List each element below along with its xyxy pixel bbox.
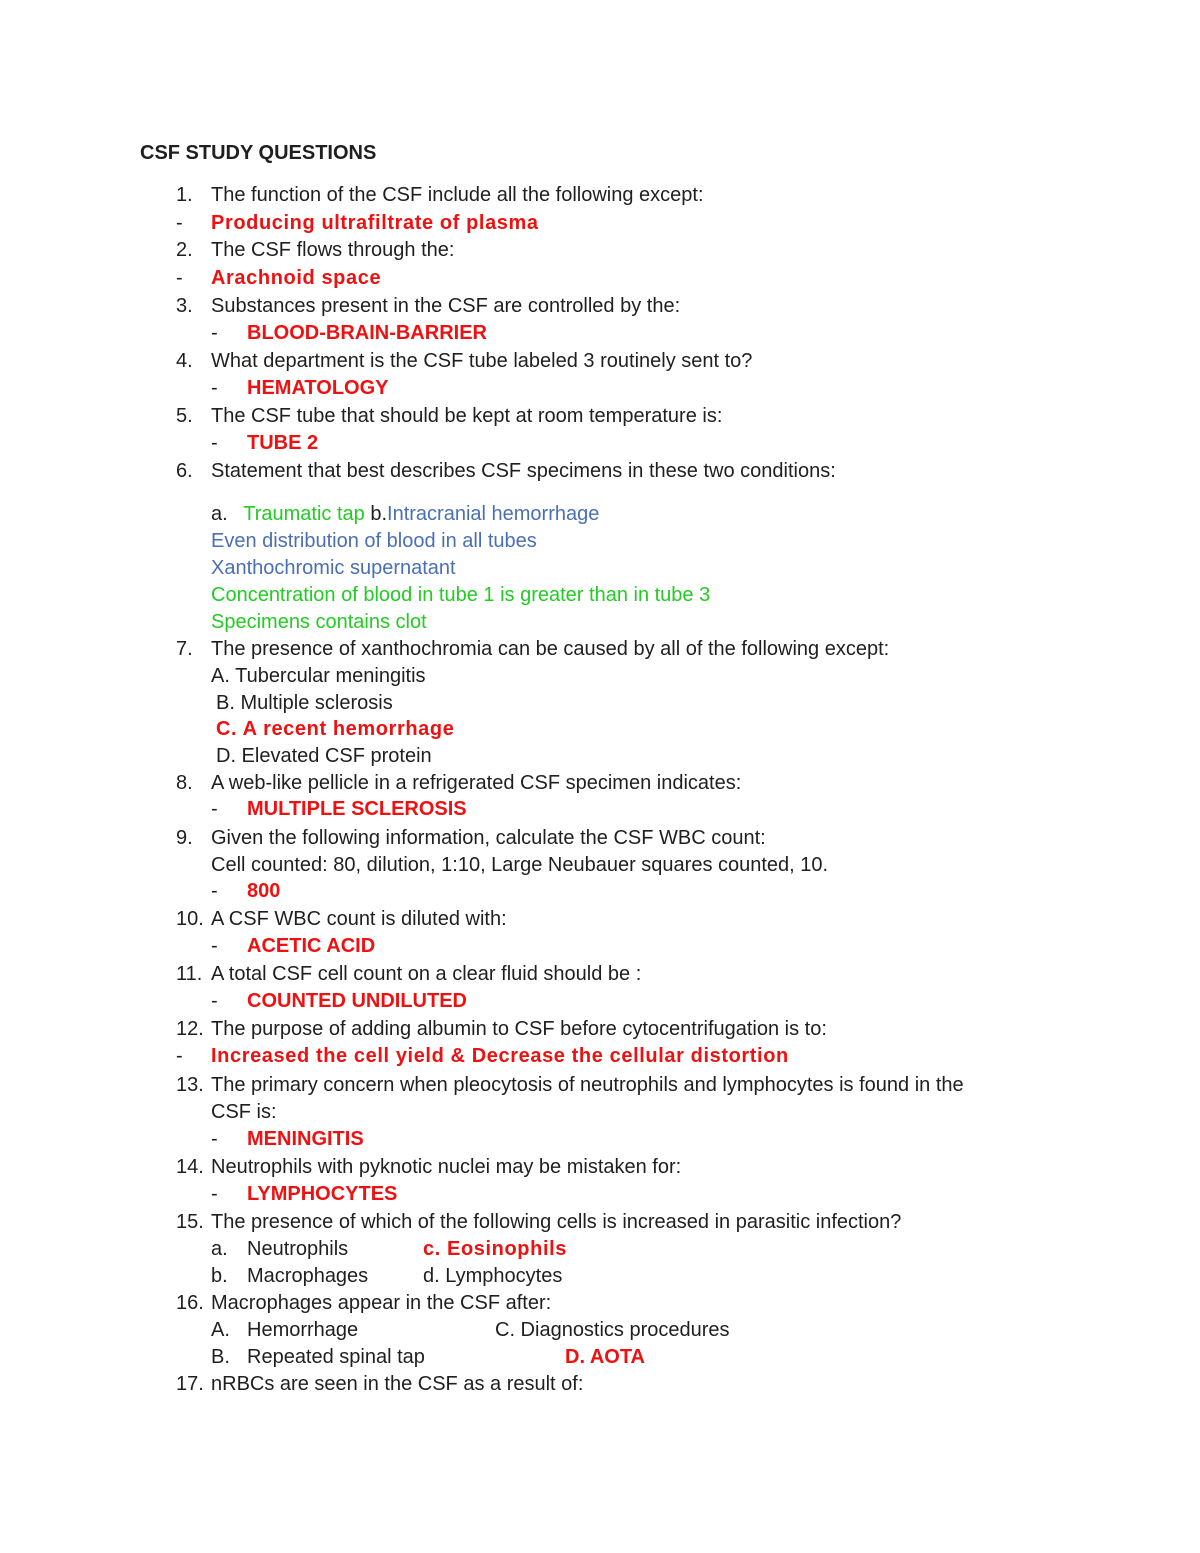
question-9-details: Cell counted: 80, dilution, 1:10, Large Neubauer squares counted, 10. (211, 854, 829, 876)
answer-dash: - (211, 377, 218, 399)
answer-text: ACETIC ACID (247, 935, 376, 957)
option-a: Hemorrhage (247, 1319, 359, 1341)
option-c-answer: c. Eosinophils (423, 1238, 567, 1260)
answer-dash: - (176, 212, 183, 234)
question-text: The presence of xanthochromia can be caused by all of the following except: (211, 638, 890, 660)
answer-text: BLOOD-BRAIN-BARRIER (247, 322, 487, 344)
statement-2: Xanthochromic supernatant (211, 557, 456, 579)
question-text: Given the following information, calculate the CSF WBC count: (211, 827, 766, 849)
option-c: C. Diagnostics procedures (495, 1319, 730, 1341)
option-label: a. (211, 1238, 228, 1260)
question-number: 8. (176, 772, 193, 794)
question-text: The CSF tube that should be kept at room temperature is: (211, 405, 723, 427)
statement-3: Concentration of blood in tube 1 is greater than in tube 3 (211, 584, 711, 606)
question-number: 16. (176, 1292, 204, 1314)
question-text: Macrophages appear in the CSF after: (211, 1292, 552, 1314)
option-d: d. Lymphocytes (423, 1265, 563, 1287)
answer-dash: - (211, 1183, 218, 1205)
question-number: 12. (176, 1018, 204, 1040)
question-text: The primary concern when pleocytosis of neutrophils and lymphocytes is found in the (211, 1074, 964, 1096)
question-number: 11. (176, 963, 203, 985)
option-d: D. Elevated CSF protein (216, 745, 432, 767)
answer-text: 800 (247, 880, 281, 902)
question-text: Substances present in the CSF are controlled by the: (211, 295, 681, 317)
question-text: The function of the CSF include all the following except: (211, 184, 704, 206)
option-label: B. (211, 1346, 230, 1368)
answer-dash: - (211, 935, 218, 957)
option-b: Macrophages (247, 1265, 369, 1287)
option-label: A. (211, 1319, 230, 1341)
question-number: 13. (176, 1074, 204, 1096)
answer-dash: - (211, 990, 218, 1012)
question-number: 17. (176, 1373, 204, 1395)
question-number: 9. (176, 827, 193, 849)
answer-dash: - (211, 1128, 218, 1150)
question-number: 5. (176, 405, 193, 427)
question-number: 1. (176, 184, 193, 206)
answer-dash: - (176, 1045, 183, 1067)
answer-dash: - (176, 267, 183, 289)
question-text: What department is the CSF tube labeled 3 routinely sent to? (211, 350, 753, 372)
question-number: 7. (176, 638, 193, 660)
question-number: 6. (176, 460, 193, 482)
question-number: 4. (176, 350, 193, 372)
answer-dash: - (211, 880, 218, 902)
question-13-continued: CSF is: (211, 1101, 277, 1123)
answer-dash: - (211, 432, 218, 454)
option-label: b. (370, 503, 388, 525)
answer-text: HEMATOLOGY (247, 377, 389, 399)
statement-4: Specimens contains clot (211, 611, 427, 633)
option-a: A. Tubercular meningitis (211, 665, 426, 687)
question-text: The purpose of adding albumin to CSF before cytocentrifugation is to: (211, 1018, 827, 1040)
question-text: A CSF WBC count is diluted with: (211, 908, 507, 930)
question-number: 3. (176, 295, 193, 317)
question-text: A total CSF cell count on a clear fluid should be : (211, 963, 642, 985)
answer-text: Arachnoid space (211, 267, 382, 289)
statement-1: Even distribution of blood in all tubes (211, 530, 537, 552)
question-number: 2. (176, 239, 193, 261)
question-text: A web-like pellicle in a refrigerated CSF specimen indicates: (211, 772, 742, 794)
option-b: B. Multiple sclerosis (216, 692, 393, 714)
question-text: The presence of which of the following cells is increased in parasitic infection? (211, 1211, 902, 1233)
conditions-line (211, 501, 599, 528)
answer-text: LYMPHOCYTES (247, 1183, 398, 1205)
option-d-answer: D. AOTA (565, 1346, 645, 1368)
question-number: 10. (176, 908, 204, 930)
condition-b: Intracranial hemorrhage (387, 503, 600, 525)
answer-text: TUBE 2 (247, 432, 319, 454)
answer-text: Producing ultrafiltrate of plasma (211, 212, 539, 234)
option-c-answer: C. A recent hemorrhage (216, 718, 455, 740)
option-a: Neutrophils (247, 1238, 349, 1260)
answer-dash: - (211, 798, 218, 820)
question-text: nRBCs are seen in the CSF as a result of: (211, 1373, 584, 1395)
answer-text: MULTIPLE SCLEROSIS (247, 798, 467, 820)
option-label: a. (211, 503, 228, 525)
question-text: Statement that best describes CSF specimens in these two conditions: (211, 460, 836, 482)
question-number: 15. (176, 1211, 204, 1233)
question-text: The CSF flows through the: (211, 239, 455, 261)
option-label: b. (211, 1265, 228, 1287)
question-text: Neutrophils with pyknotic nuclei may be mistaken for: (211, 1156, 682, 1178)
answer-dash: - (211, 322, 218, 344)
answer-text: COUNTED UNDILUTED (247, 990, 467, 1012)
answer-text: MENINGITIS (247, 1128, 364, 1150)
condition-a: Traumatic tap (243, 503, 365, 525)
page-title: CSF STUDY QUESTIONS (140, 142, 377, 164)
question-number: 14. (176, 1156, 204, 1178)
answer-text: Increased the cell yield & Decrease the cellular distortion (211, 1045, 789, 1067)
option-b: Repeated spinal tap (247, 1346, 425, 1368)
